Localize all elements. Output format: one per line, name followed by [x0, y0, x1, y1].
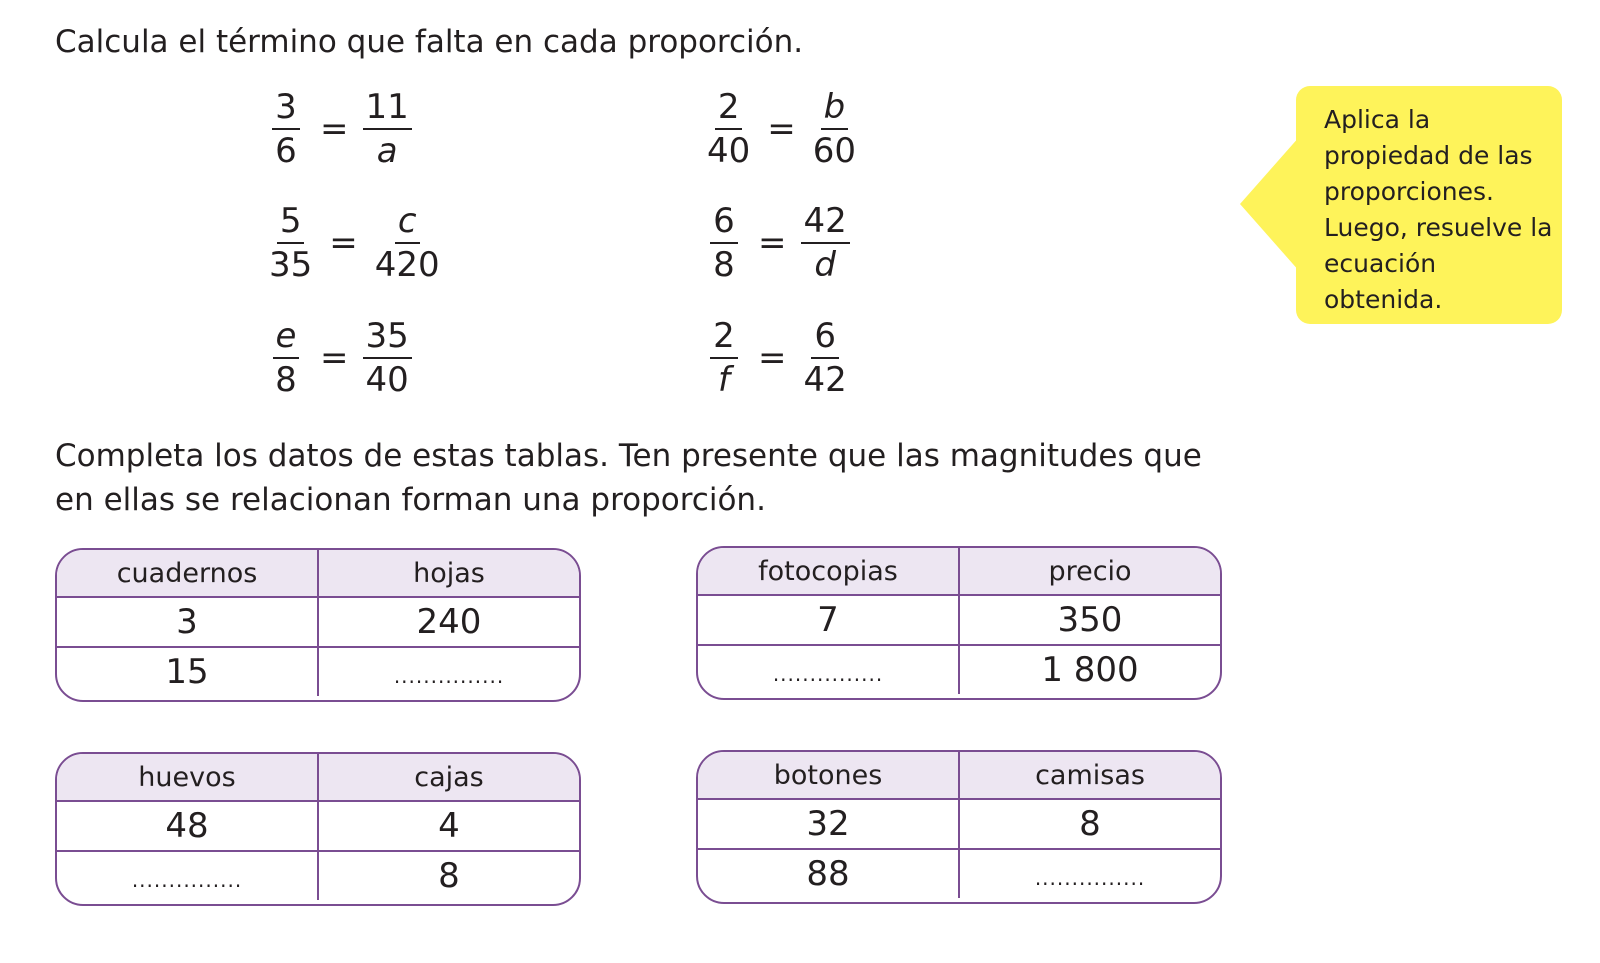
table-cell: 1 800 [958, 646, 1220, 694]
table-header-cell: botones [773, 759, 883, 791]
table-cuadernos-hojas [55, 548, 581, 702]
table-row [698, 644, 1220, 694]
table-header-cell: huevos [138, 761, 236, 793]
denominator: 40 [707, 131, 751, 171]
numerator: 3 [272, 86, 300, 130]
fraction-right [372, 200, 443, 286]
table-row [57, 800, 579, 850]
table-cell: 8 [317, 852, 579, 900]
table-header-cell: camisas [958, 752, 1220, 798]
answer-blank[interactable]: ............... [317, 648, 579, 696]
table-row [57, 646, 579, 696]
equals-sign: = [758, 223, 787, 263]
numerator: 35 [363, 315, 412, 359]
table-header-row [698, 752, 1220, 798]
numerator: 5 [277, 200, 305, 244]
equals-sign: = [767, 109, 796, 149]
unknown-term: d [814, 245, 836, 285]
proportion-6 [704, 315, 850, 401]
table-cell: 240 [317, 598, 579, 646]
table-row [698, 848, 1220, 898]
instruction-1: Calcula el término que falta en cada proporción. [55, 24, 804, 60]
fraction-left [266, 200, 315, 286]
table-cell: 8 [958, 800, 1220, 848]
unknown-term: f [718, 360, 730, 400]
table-cell: 48 [165, 806, 209, 846]
hint-callout [1240, 86, 1562, 324]
fraction-left [266, 315, 306, 401]
numerator: 6 [710, 200, 738, 244]
fraction-right [363, 86, 412, 172]
fraction-right [801, 315, 850, 401]
fraction-left [266, 86, 306, 172]
proportion-4 [704, 86, 859, 172]
fraction-left [704, 200, 744, 286]
table-cell: 32 [806, 804, 850, 844]
instruction-2: Completa los datos de estas tablas. Ten presente que las magnitudes que en ellas se relacionan forman una proporción. [55, 438, 1202, 518]
table-row [57, 596, 579, 646]
table-header-cell: hojas [317, 550, 579, 596]
numerator: 2 [710, 315, 738, 359]
fraction-right [363, 315, 412, 401]
unknown-term: b [821, 86, 849, 130]
table-cell: 7 [817, 600, 839, 640]
denominator: 8 [275, 360, 297, 400]
table-header-cell: cajas [317, 754, 579, 800]
denominator: 6 [275, 131, 297, 171]
equals-sign: = [329, 223, 358, 263]
table-header-row [57, 754, 579, 800]
table-cell: 3 [176, 602, 198, 642]
unknown-term: e [273, 315, 300, 359]
table-header-cell: cuadernos [116, 557, 258, 589]
denominator: 420 [374, 245, 440, 285]
denominator: 8 [713, 245, 735, 285]
table-row [698, 798, 1220, 848]
fraction-left [704, 315, 744, 401]
answer-blank[interactable]: ............... [958, 850, 1220, 898]
numerator: 2 [715, 86, 743, 130]
table-fotocopias-precio [696, 546, 1222, 700]
unknown-term: c [395, 200, 420, 244]
denominator: 42 [803, 360, 847, 400]
equals-sign: = [758, 338, 787, 378]
denominator: 40 [365, 360, 409, 400]
fraction-left [704, 86, 753, 172]
hint-box [1296, 86, 1562, 324]
table-botones-camisas [696, 750, 1222, 904]
table-cell: 15 [165, 652, 209, 692]
fraction-right [810, 86, 859, 172]
denominator: 35 [269, 245, 313, 285]
answer-blank[interactable]: ............... [131, 868, 243, 892]
table-header-row [698, 548, 1220, 594]
numerator: 42 [801, 200, 850, 244]
answer-blank[interactable]: ............... [772, 662, 884, 686]
proportion-5 [704, 200, 850, 286]
denominator: 60 [812, 131, 857, 171]
fraction-right [801, 200, 850, 286]
hint-text: Aplica la propiedad de las proporciones. Luego, resuelve la ecuación obtenida. [1324, 105, 1553, 314]
table-header-row [57, 550, 579, 596]
numerator: 6 [811, 315, 839, 359]
proportion-3 [266, 315, 412, 401]
numerator: 11 [363, 86, 412, 130]
table-header-cell: precio [958, 548, 1220, 594]
table-cell: 88 [806, 854, 850, 894]
table-row [57, 850, 579, 900]
equals-sign: = [320, 338, 349, 378]
table-header-cell: fotocopias [758, 555, 898, 587]
hint-arrow [1240, 136, 1300, 272]
table-huevos-cajas [55, 752, 581, 906]
table-cell: 4 [317, 802, 579, 850]
proportion-2 [266, 200, 443, 286]
table-row [698, 594, 1220, 644]
proportion-1 [266, 86, 412, 172]
unknown-term: a [376, 131, 398, 171]
table-cell: 350 [958, 596, 1220, 644]
equals-sign: = [320, 109, 349, 149]
